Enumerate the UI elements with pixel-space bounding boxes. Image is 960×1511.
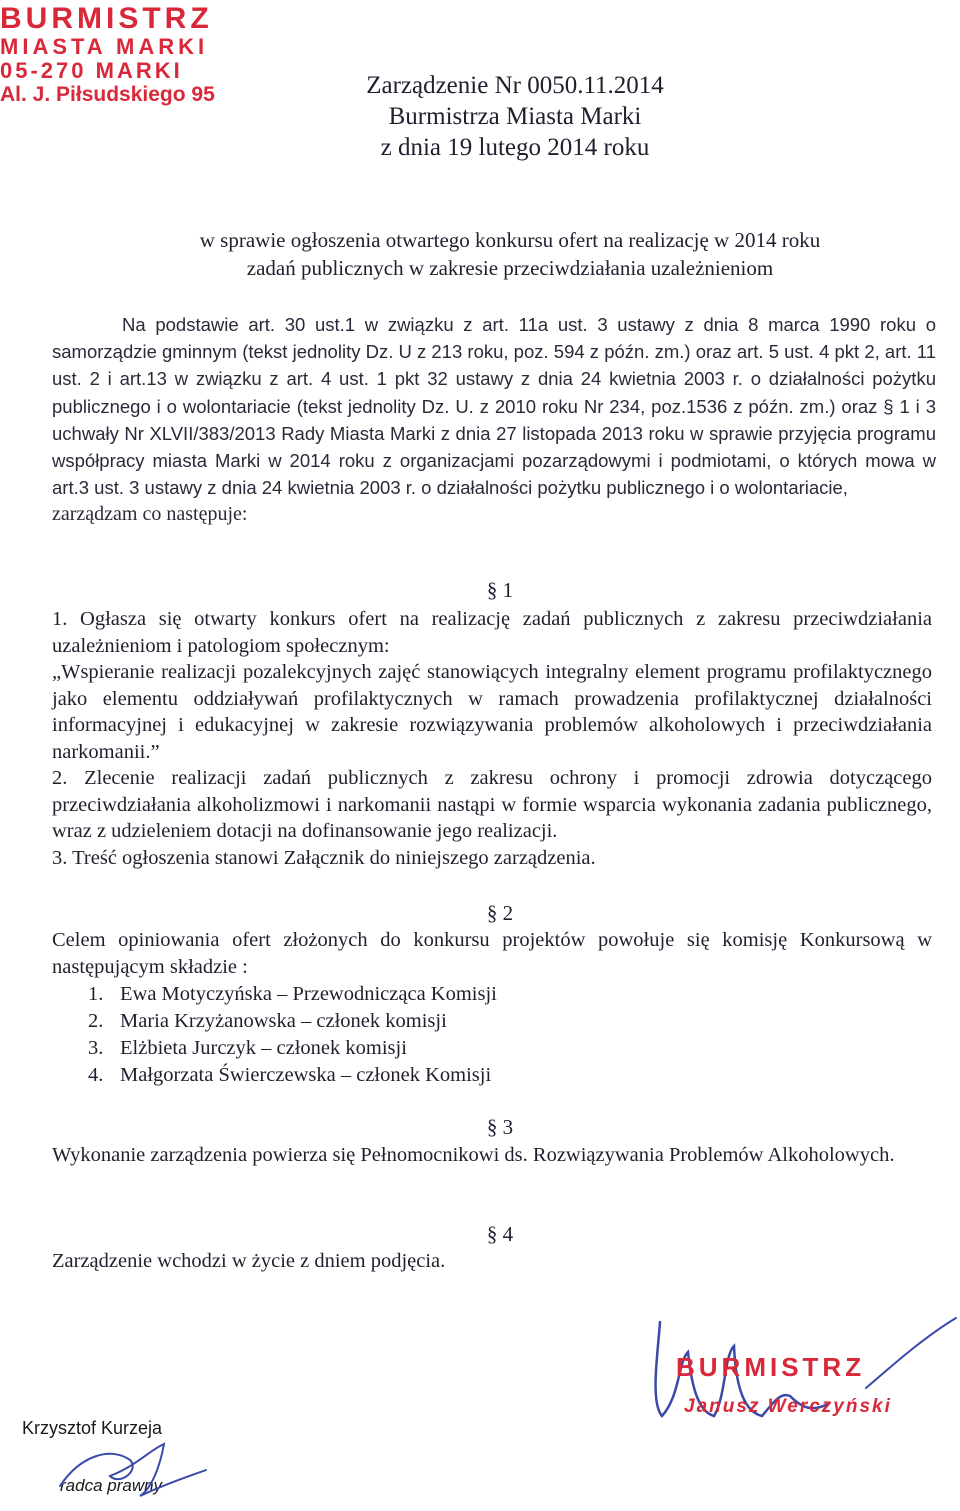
committee-member: 2. Maria Krzyżanowska – członek komisji [88, 1010, 447, 1032]
issue-date: z dnia 19 lutego 2014 roku [380, 134, 650, 161]
mayor-signature-stamp [676, 1352, 892, 1417]
document-subject [120, 226, 900, 282]
legal-basis-text: Na podstawie art. 30 ust.1 w związku z art. 11a ust. 3 ustawy z dnia 8 marca 1990 roku o samorządzie gminnym (tekst jednolity Dz. U z 213 roku, poz. 594 z późn. zm.) oraz art. 5 ust. 4 pkt 2, art. 11 ust. 2 i art.13 w związku z art. 4 ust. 1 pkt 32 ustawy z dnia 24 kwietnia 2003 r. o działalności pożytku publicznego i o wolontariacie (tekst jednolity Dz. U. z 2010 roku Nr 234, poz.1536 z późn. zm.) oraz § 1 i 3 uchwały Nr XLVII/383/2013 Rady Miasta Marki z dnia 27 listopada 2013 roku w sprawie przyjęcia programu współpracy miasta Marki w 2014 roku z organizacjami pozarządowymi i podmiotami, o których mowa w art.3 ust. 3 ustawy z dnia 24 kwietnia 2003 r. o działalności pożytku publicznego i o wolontariacie, [52, 314, 936, 499]
section-2-heading: § 2 [486, 901, 514, 925]
signature-stamp-name: Janusz Werczyński [684, 1396, 892, 1417]
committee-member: 3. Elżbieta Jurczyk – członek komisji [88, 1037, 407, 1059]
subject-line-1: w sprawie ogłoszenia otwartego konkursu ofert na realizację w 2014 roku [199, 228, 821, 252]
legal-basis-closing: zarządzam co następuje: [52, 503, 248, 526]
stamp-line-postcode: 05-270 MARKI [0, 58, 183, 83]
section-3-text: Wykonanie zarządzenia powierza się Pełnomocnikowi ds. Rozwiązywania Problemów Alkoholowych. [52, 1144, 895, 1166]
section-1-point-3: 3. Treść ogłoszenia stanowi Załącznik do niniejszego zarządzenia. [52, 846, 596, 869]
section-1-body [52, 606, 932, 871]
section-1-quote: „Wspieranie realizacji pozalekcyjnych zajęć stanowiących integralny element programu profilaktycznego jako elementu oddziaływań profilaktycznych w ramach prowadzenia profilaktycznej działalności informacyjnej i edukacyjnej w zakresie rozwiązywania problemów alkoholowych i przeciwdziałania narkomanii.” [52, 661, 932, 763]
order-number: Zarządzenie Nr 0050.11.2014 [366, 72, 664, 99]
section-1-point-1: 1. Ogłasza się otwarty konkurs ofert na realizację zadań publicznych z zakresu przeciwdziałania uzależnieniom i patologiom społecznym: [52, 608, 932, 657]
section-4-text: Zarządzenie wchodzi w życie z dniem podjęcia. [52, 1250, 446, 1272]
committee-list [88, 981, 497, 1089]
subject-line-2: zadań publicznych w zakresie przeciwdziałania uzależnieniom [246, 256, 774, 280]
committee-member: 4. Małgorzata Świerczewska – członek Komisji [88, 1064, 492, 1086]
legal-counsel-role: radca prawny [60, 1476, 163, 1495]
legal-counsel-name: Krzysztof Kurzeja [22, 1418, 163, 1438]
document-header [0, 70, 960, 163]
legal-counsel-signature [40, 1436, 210, 1506]
signature-stamp-title: BURMISTRZ [676, 1352, 866, 1382]
section-2-intro: Celem opiniowania ofert złożonych do konkursu projektów powołuje się komisję Konkursową w następującym składzie : [52, 929, 932, 978]
committee-member: 1. Ewa Motyczyńska – Przewodnicząca Komisji [88, 983, 497, 1005]
stamp-line-street: Al. J. Piłsudskiego 95 [0, 83, 215, 106]
section-3-heading: § 3 [486, 1115, 514, 1139]
section-4-heading: § 4 [486, 1222, 514, 1246]
legal-basis [52, 311, 936, 529]
stamp-line-city: MIASTA MARKI [0, 34, 209, 59]
section-1-point-2: 2. Zlecenie realizacji zadań publicznych z zakresu ochrony i promocji zdrowia dotyczącego przeciwdziałania alkoholizmowi i narkomanii nastąpi w formie wsparcia wykonania zadania publicznego, wraz z udzieleniem dotacji na dofinansowanie jego realizacji. [52, 767, 932, 842]
issuer: Burmistrza Miasta Marki [388, 103, 642, 130]
stamp-line-title: BURMISTRZ [0, 2, 213, 35]
section-1-heading: § 1 [486, 578, 514, 602]
